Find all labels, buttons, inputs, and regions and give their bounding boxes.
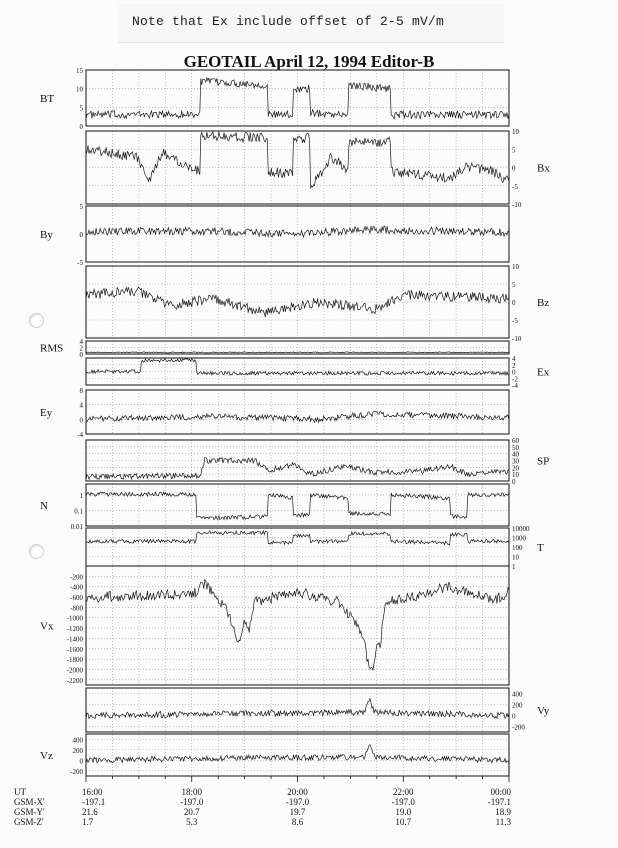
panel-vz [40, 734, 509, 776]
tick-label-bz: 5 [512, 281, 516, 289]
tick-label-vy: 400 [512, 690, 523, 699]
panel-ey-vgrid [112, 390, 482, 434]
tick-label-vx: -1000 [66, 614, 83, 623]
tick-label-bz: -5 [512, 317, 518, 325]
tick-label-by: -5 [77, 259, 83, 267]
tick-label-bt: 0 [79, 123, 83, 131]
panel-label-ex: Ex [537, 366, 550, 379]
orbit-value: 19.0 [395, 807, 412, 817]
panel-n-vgrid [112, 484, 482, 526]
orbit-value: -197.0 [180, 797, 204, 807]
orbit-value: 18:00 [181, 787, 203, 797]
panel-label-bt: BT [40, 93, 55, 105]
tick-label-bz: -10 [512, 335, 522, 343]
tick-label-vx: -600 [70, 594, 83, 603]
tick-label-bt: 5 [79, 104, 83, 113]
tick-label-ex: 2 [512, 361, 516, 370]
orbit-row-label: GSM-X' [14, 797, 45, 807]
tick-label-vz: 0 [79, 757, 83, 766]
tick-label-sp: 60 [512, 437, 519, 445]
panel-vx-frame [86, 566, 509, 685]
series-vz [86, 745, 509, 763]
panel-ey [40, 387, 509, 439]
orbit-value: 20:00 [287, 787, 308, 797]
panel-rms [40, 338, 509, 359]
tick-label-ex: 0 [512, 368, 516, 377]
tick-label-sp: 50 [512, 443, 519, 452]
orbit-value: 20.7 [183, 807, 200, 817]
tick-label-n: 1 [79, 491, 83, 500]
orbit-value: 21.6 [82, 807, 98, 817]
tick-label-ey: -4 [77, 431, 83, 439]
tick-label-ey: 4 [79, 401, 83, 410]
orbit-row-label: UT [14, 787, 26, 797]
panel-label-ey: Ey [40, 407, 53, 419]
tick-label-ey: 0 [79, 416, 83, 425]
tick-label-by: 5 [79, 203, 83, 211]
panel-vy [86, 688, 550, 732]
panel-sp [86, 437, 549, 486]
tick-label-t: 10000 [512, 525, 530, 533]
tick-label-t: 100 [512, 544, 523, 552]
panel-label-vx: Vx [40, 620, 54, 633]
series-vy [86, 699, 509, 719]
tick-label-bx: -5 [512, 182, 518, 191]
orbit-value: 8.6 [291, 817, 304, 827]
tick-label-vx: -800 [70, 604, 83, 613]
tick-label-vz: 200 [72, 746, 83, 755]
orbit-value: 22:00 [392, 787, 414, 797]
time-axis [86, 776, 509, 782]
panel-label-bx: Bx [537, 162, 550, 175]
panel-bz [86, 263, 549, 343]
tick-label-vz: -200 [70, 767, 83, 776]
tick-label-vx: -1600 [66, 645, 83, 654]
series-rms [86, 352, 509, 353]
tick-label-sp: 30 [512, 457, 519, 466]
panel-bt-vgrid [112, 70, 482, 126]
tick-label-t: 1 [512, 563, 516, 571]
orbit-value: 00:00 [490, 787, 511, 797]
panel-label-rms: RMS [40, 342, 64, 355]
orbit-row-label: GSM-Z' [14, 817, 44, 827]
tick-label-sp: 20 [512, 464, 519, 473]
panel-t [86, 525, 544, 571]
panel-label-vy: Vy [537, 705, 550, 717]
tick-label-by: 0 [79, 231, 83, 239]
tick-label-vy: -200 [512, 723, 525, 732]
orbit-value: 16:00 [82, 787, 103, 797]
tick-label-bx: 10 [512, 128, 519, 136]
tick-label-rms: 0 [79, 351, 83, 359]
panel-label-n: N [40, 500, 48, 512]
tick-label-rms: 4 [79, 338, 83, 346]
tick-label-vy: 200 [512, 701, 523, 710]
tick-label-bz: 10 [512, 263, 519, 271]
tick-label-ey: 8 [79, 387, 83, 395]
tick-label-sp: 10 [512, 471, 519, 480]
orbit-value: -197.0 [391, 797, 415, 807]
panel-label-bz: Bz [537, 297, 550, 309]
tick-label-vx: -1400 [66, 635, 83, 644]
tick-label-t: 1000 [512, 534, 526, 543]
tick-label-sp: 40 [512, 450, 519, 459]
orbit-value: 5.3 [186, 817, 198, 827]
orbit-value: 11.3 [495, 817, 511, 827]
tick-label-bt: 10 [76, 85, 83, 94]
tick-label-bz: 0 [512, 299, 516, 307]
panel-vy-vgrid [112, 688, 482, 732]
tick-label-rms: 2 [79, 344, 83, 353]
tick-label-t: 10 [512, 553, 519, 562]
tick-label-vx: -2200 [66, 676, 83, 685]
panel-vx [40, 566, 509, 685]
orbit-value: 1.7 [82, 817, 94, 827]
panel-by [40, 203, 509, 267]
tick-label-n: 0.1 [74, 507, 83, 516]
orbit-value: -197.0 [285, 797, 310, 807]
tick-label-bx: -10 [512, 201, 522, 209]
tick-label-bx: 5 [512, 146, 516, 155]
panel-bx [86, 128, 550, 209]
panel-n [40, 484, 509, 531]
tick-label-bx: 0 [512, 164, 516, 173]
panel-label-by: By [40, 229, 53, 241]
panel-label-sp: SP [537, 455, 550, 468]
note-text: Note that Ex include offset of 2-5 mV/m [132, 14, 445, 29]
tick-label-sp: 0 [512, 478, 516, 486]
tick-label-n: 0.01 [70, 523, 83, 531]
tick-label-vx: -1200 [66, 625, 83, 634]
panel-label-vz: Vz [40, 750, 53, 762]
tick-label-bt: 15 [76, 67, 83, 75]
orbit-row-label: GSM-Y' [14, 807, 45, 817]
orbit-value: -197.1 [82, 797, 106, 807]
orbit-value: 18.9 [495, 807, 511, 817]
tick-label-vy: 0 [512, 712, 516, 721]
orbit-value: -197.1 [487, 797, 511, 807]
panel-vx-vgrid [112, 566, 482, 685]
tick-label-vx: -400 [70, 583, 83, 592]
orbit-value: 19.7 [289, 807, 306, 817]
tick-label-ex: -4 [512, 382, 518, 390]
tick-label-vx: -200 [70, 573, 83, 582]
panel-ex [86, 355, 550, 390]
tick-label-ex: -2 [512, 375, 518, 384]
tick-label-vx: -1800 [66, 656, 83, 665]
chart-title: GEOTAIL April 12, 1994 Editor-B [183, 52, 435, 71]
panel-vz-vgrid [112, 734, 482, 776]
panel-bt [40, 67, 509, 131]
orbit-table [14, 787, 512, 827]
tick-label-vz: 400 [72, 736, 83, 745]
orbit-value: 10.7 [395, 817, 412, 827]
tick-label-ex: 4 [512, 355, 516, 363]
tick-label-vx: -2000 [66, 666, 83, 675]
panel-label-t: T [537, 542, 544, 554]
